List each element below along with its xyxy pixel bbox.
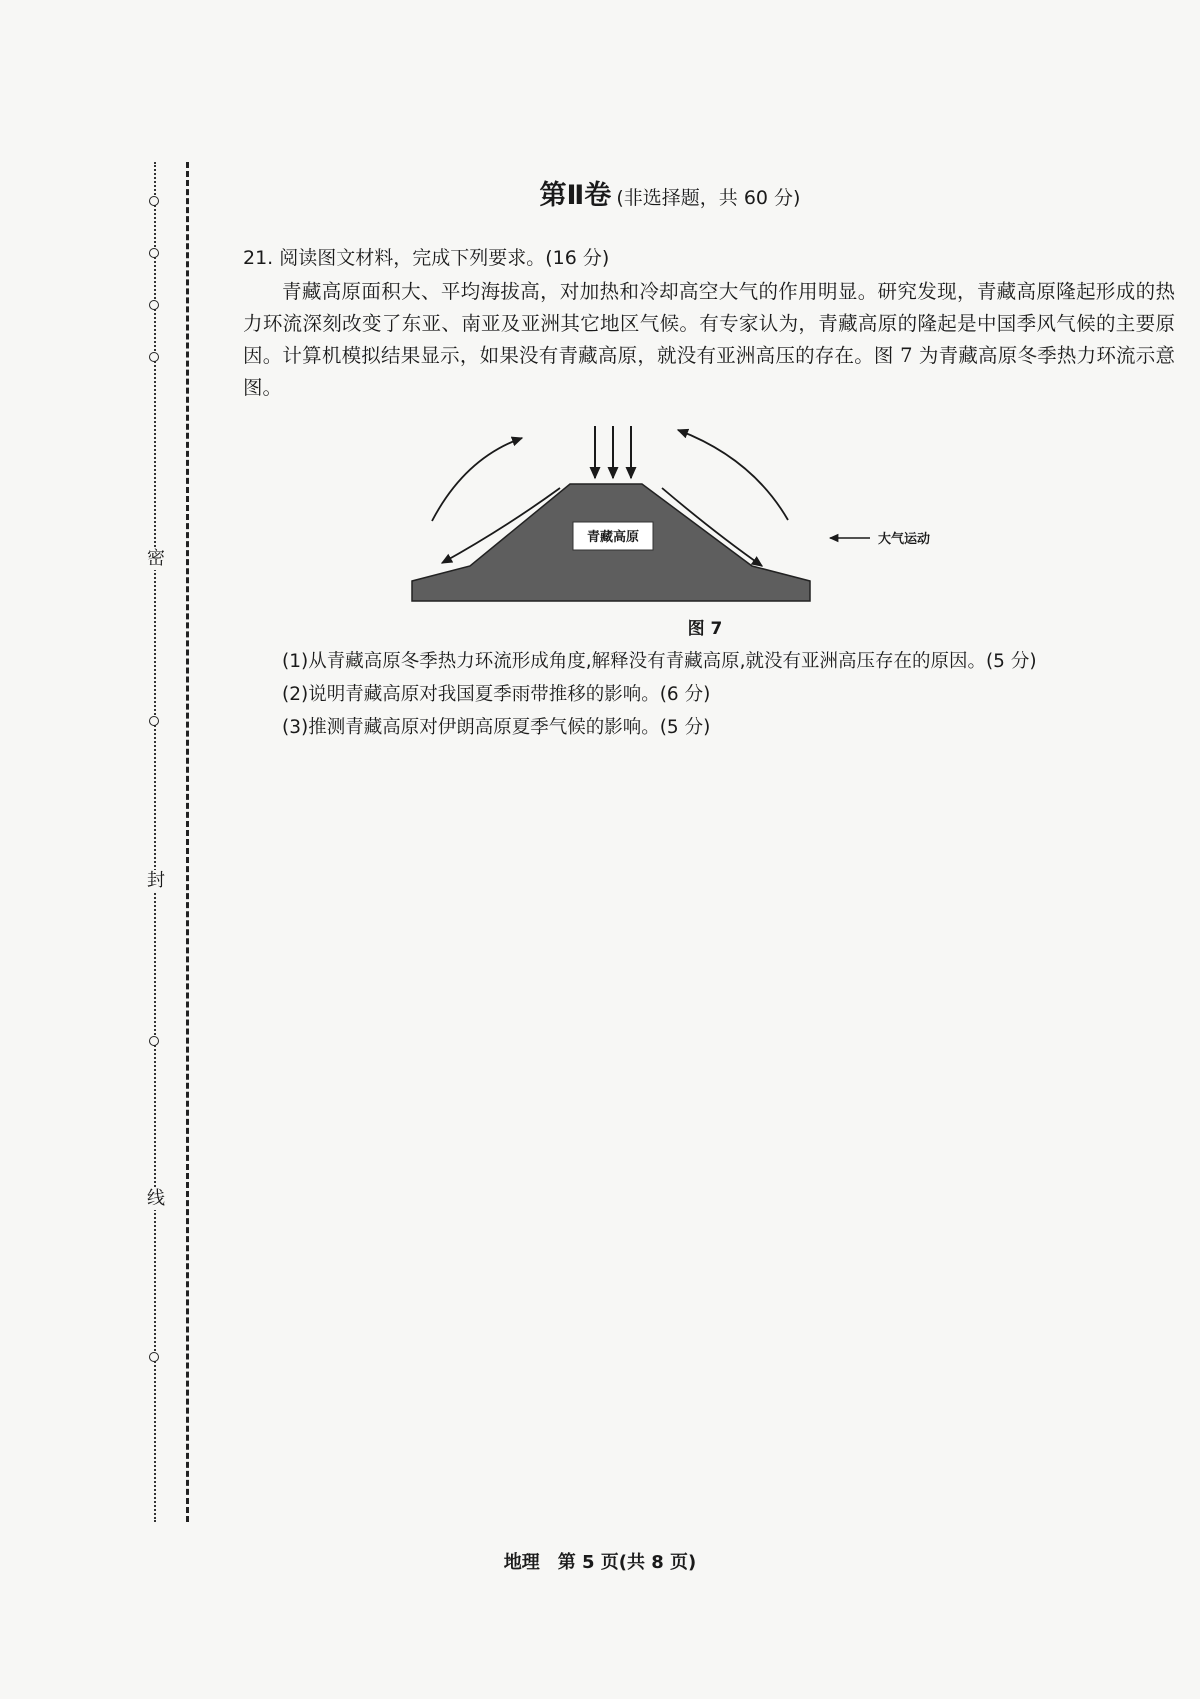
sub-question-2: (2)说明青藏高原对我国夏季雨带推移的影响。(6 分) <box>282 684 711 705</box>
seal-char-mi: 密 <box>143 548 169 570</box>
left-upper-arrow <box>432 438 522 521</box>
seal-char-xian: 线 <box>143 1188 169 1210</box>
seal-dashed-line <box>186 162 189 1522</box>
seal-dotted-line <box>154 162 156 1522</box>
seal-circle <box>149 300 159 310</box>
page-footer: 地理 第 5 页(共 8 页) <box>503 1552 697 1573</box>
sub-question-1: (1)从青藏高原冬季热力环流形成角度,解释没有青藏高原,就没有亚洲高压存在的原因。(5 分) <box>282 651 1037 672</box>
question-stem: 21. 阅读图文材料，完成下列要求。(16 分) <box>243 247 610 269</box>
seal-circle <box>149 352 159 362</box>
section-title-main: 第Ⅱ卷 <box>539 180 612 211</box>
right-upper-arrow <box>678 430 788 520</box>
seal-circle <box>149 1352 159 1362</box>
plateau-circulation-diagram <box>410 418 980 618</box>
seal-circle <box>149 716 159 726</box>
section-title-sub: (非选择题，共 60 分) <box>616 187 801 209</box>
seal-circle <box>149 196 159 206</box>
figure-caption: 图 7 <box>687 619 723 639</box>
legend-label: 大气运动 <box>878 532 931 547</box>
seal-char-feng: 封 <box>143 870 169 892</box>
question-passage: 青藏高原面积大、平均海拔高，对加热和冷却高空大气的作用明显。研究发现，青藏高原隆起形成的热力环流深刻改变了东亚、南亚及亚洲其它地区气候。有专家认为，青藏高原的隆起是中国季风气候的主要原因。计算机模拟结果显示，如果没有青藏高原，就没有亚洲高压的存在。图 7 为青藏高原冬季热力环流示意图。 <box>243 280 1175 399</box>
section-title <box>240 173 1100 212</box>
seal-circle <box>149 248 159 258</box>
sub-question-3: (3)推测青藏高原对伊朗高原夏季气候的影响。(5 分) <box>282 717 711 738</box>
plateau-label: 青藏高原 <box>586 530 640 545</box>
seal-circle <box>149 1036 159 1046</box>
